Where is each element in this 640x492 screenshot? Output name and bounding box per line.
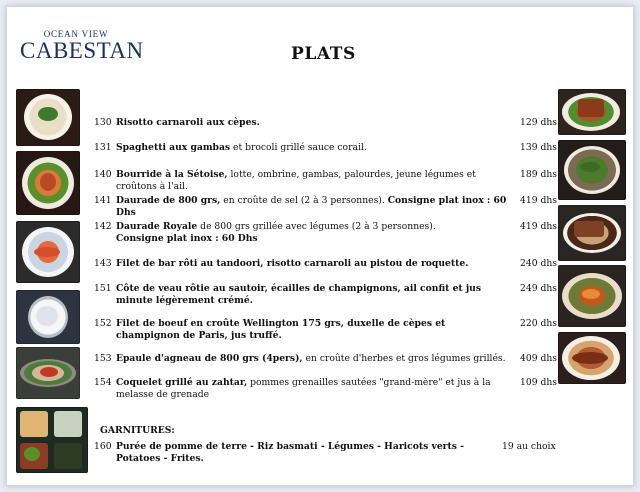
item-number: 131 [94,142,112,153]
item-price: 419 dhs [520,221,557,232]
garnitures-list: Purée de pomme de terre - Riz basmati - Légumes - Haricots verts - Potatoes - Frites. [116,441,464,464]
item-text [116,195,508,218]
garnitures-title: GARNITURES: [100,425,175,436]
item-price: 419 dhs [520,195,557,206]
item-price: 139 dhs [520,142,557,153]
menu-page [6,6,634,486]
garnitures-text [116,441,506,464]
risotto-photo [16,89,80,146]
bourride-photo [16,221,80,283]
item-price: 240 dhs [520,258,557,269]
item-name: Risotto carnaroli aux cèpes. [116,117,260,128]
item-text [116,169,508,192]
item-price: 220 dhs [520,318,557,329]
item-extra: Consigne plat inox : 60 Dhs [116,232,258,244]
item-name: Daurade de 800 grs, [116,195,221,206]
restaurant-logo [20,29,144,63]
item-desc: lotte, ombrine, gambas, palourdes, jeune légumes et croûtons à l'ail. [116,169,476,192]
item-name: Côte de veau rôtie au sautoir, écailles de champignons, ail confit et jus minute légèrement crémé. [116,283,482,306]
item-text [116,377,508,400]
item-text [116,221,508,244]
item-number: 141 [94,195,112,206]
item-desc: pommes grenailles sautées "grand-mère" et jus à la melasse de grenade [116,377,491,400]
item-number: 143 [94,258,112,269]
bar-tandoori-photo [16,347,80,399]
item-price: 109 dhs [520,377,557,388]
item-text [116,258,508,270]
spaghetti-gambas-photo [16,151,80,215]
item-desc: et brocoli grillé sauce corail. [230,142,367,153]
item-price: 189 dhs [520,169,557,180]
item-text [116,142,508,154]
item-text [116,117,508,129]
item-text [116,283,508,306]
item-number: 151 [94,283,112,294]
item-price: 409 dhs [520,353,557,364]
item-number: 130 [94,117,112,128]
item-desc: en croûte de sel (2 à 3 personnes). [220,195,388,206]
item-number: 153 [94,353,112,364]
item-number: 154 [94,377,112,388]
item-number: 160 [94,441,112,452]
item-name: Filet de boeuf en croûte Wellington 175 grs, duxelle de cèpes et champignon de Paris, jus truffé. [116,318,446,341]
item-text [116,318,508,341]
item-name: Coquelet grillé au zahtar, [116,377,248,388]
item-extra: Consigne plat inox : 60 Dhs [116,195,507,218]
item-name: Epaule d'agneau de 800 grs (4pers), [116,353,303,364]
logo-name: CABESTAN [20,38,144,63]
garnitures-price: 19 au choix [502,441,556,452]
section-title: PLATS [291,44,356,64]
item-desc: de 800 grs grillée avec légumes (2 à 3 personnes). [197,221,436,232]
wellington-photo [558,205,626,261]
item-number: 152 [94,318,112,329]
item-name: Daurade Royale [116,221,198,232]
item-price: 129 dhs [520,117,557,128]
garnitures-photo [16,407,88,473]
logo-subtitle: OCEAN VIEW [43,29,109,39]
item-number: 142 [94,221,112,232]
item-name: Bourride à la Sétoise, [116,169,228,180]
item-number: 140 [94,169,112,180]
item-name: Filet de bar rôti au tandoori, risotto carnaroli au pistou de roquette. [116,258,469,269]
daurade-sel-photo [16,290,80,344]
item-name: Spaghetti aux gambas [116,142,231,153]
item-text [116,353,508,365]
item-desc: en croûte d'herbes et gros légumes grillés. [302,353,506,364]
item-price: 249 dhs [520,283,557,294]
